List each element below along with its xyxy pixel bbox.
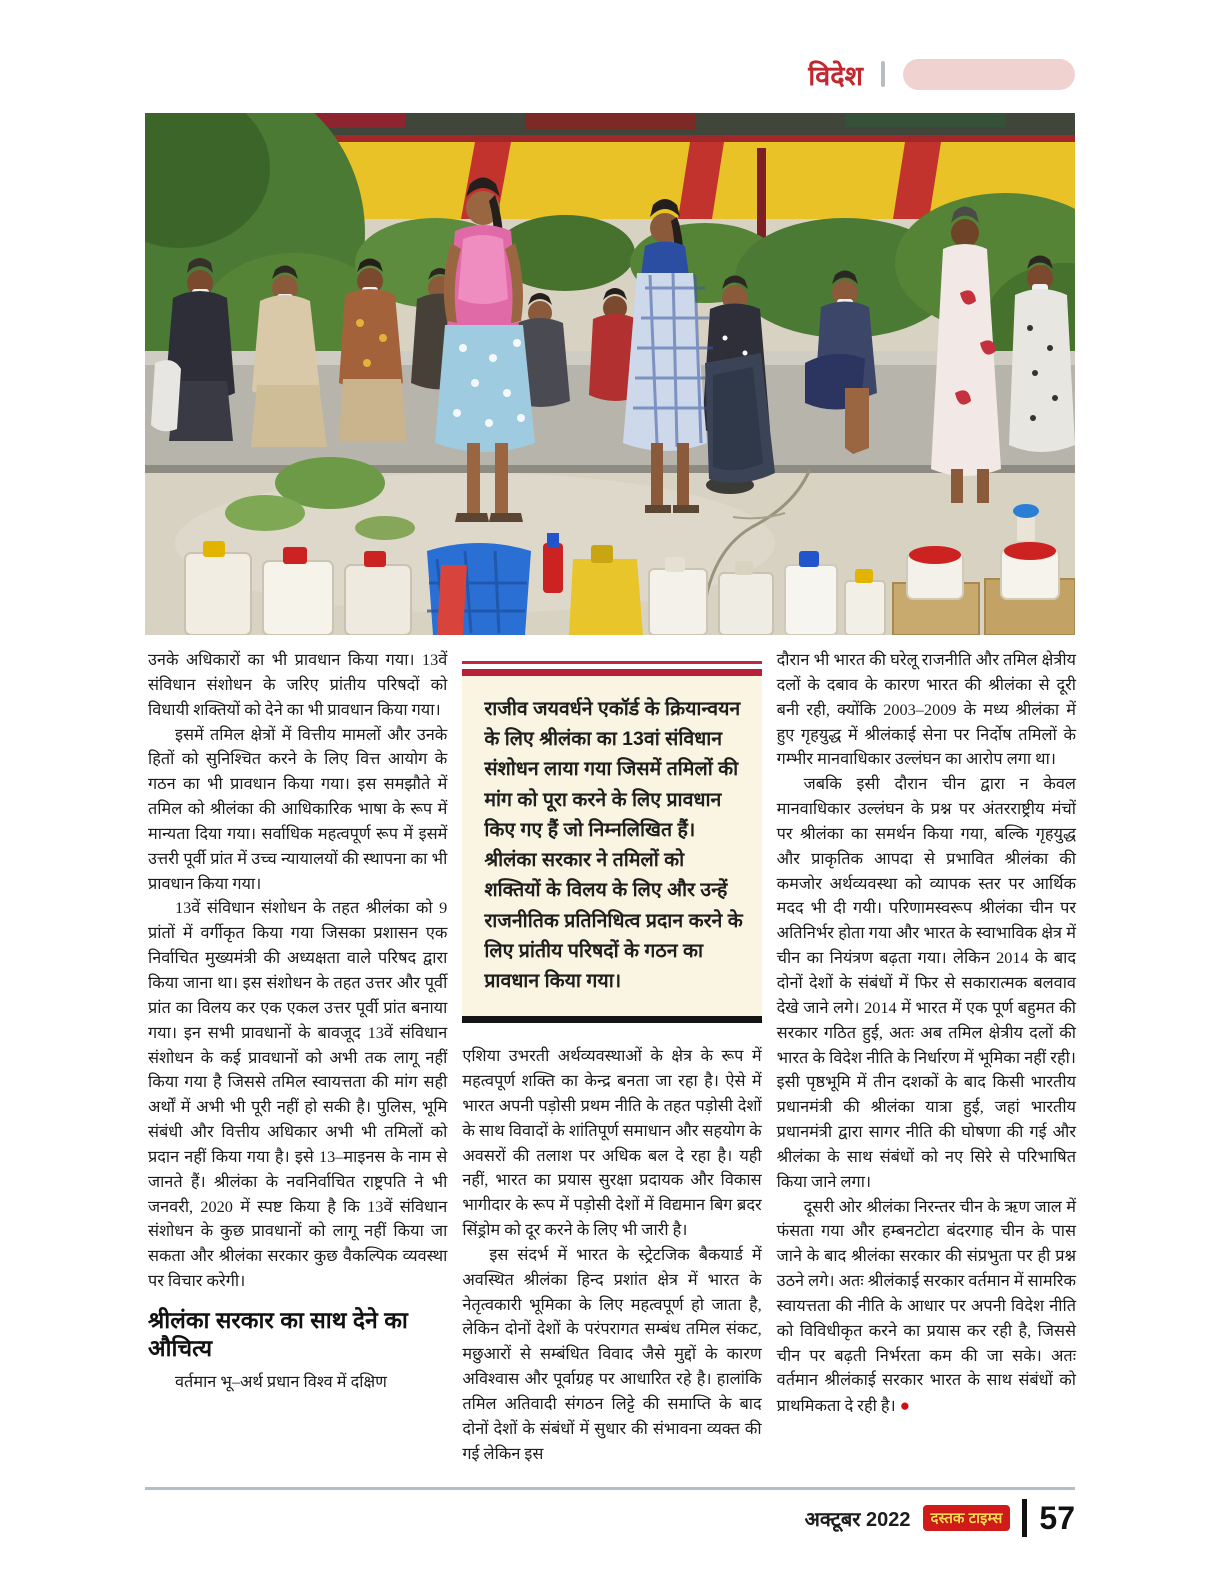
paragraph: दौरान भी भारत की घरेलू राजनीति और तमिल क्षेत्रीय दलों के दबाव के कारण भारत की श्रीलंका से दूरी बनी रही, क्योंकि 2003–2009 के मध्य श्रीलंका में हुए गृहयुद्ध में श्रीलंकाई सेना पर निर्दोष तमिलों के गम्भीर मानवाधिकार उल्लंघन का आरोप लगा था। — [776, 650, 1076, 769]
page-footer — [145, 1496, 1075, 1540]
quote-rule-top-thick — [462, 669, 761, 676]
article-end-dot: ● — [899, 1396, 913, 1416]
header-divider — [881, 61, 885, 87]
page-number-divider — [1022, 1499, 1027, 1537]
issue-date: अक्टूबर 2022 — [804, 1508, 911, 1531]
header-pill-decoration — [903, 59, 1075, 90]
section-subheading: श्रीलंका सरकार का साथ देने का औचित्य — [148, 1306, 408, 1361]
paragraph: वर्तमान भू–अर्थ प्रधान विश्व में दक्षिण — [175, 1372, 387, 1392]
paragraph: उनके अधिकारों का भी प्रावधान किया गया। 13वें संविधान संशोधन के जरिए प्रांतीय परिषदों को विधायी शक्तियों को देने का भी प्रावधान किया गया। — [148, 650, 448, 719]
photo-illustration — [145, 113, 1075, 635]
paragraph: इस संदर्भ में भारत के स्ट्रेटजिक बैकयार्ड में अवस्थित श्रीलंका हिन्द प्रशांत क्षेत्र में भारत के नेतृत्वकारी भूमिका के लिए महत्वपूर्ण हो जाता है, लेकिन दोनों देशों के परंपरागत सम्बंध तमिल संकट, मछुआरों से सम्बंधित विवाद जैसे मुद्दों के कारण अविश्वास और पूर्वाग्रह पर आधारित रहे है। हालांकि तमिल अतिवादी संगठन लिट्टे की समाप्ति के बाद दोनों देशों के संबंधों में सुधार की संभावना व्यक्त की गई लेकिन इस — [462, 1244, 762, 1463]
column-left — [148, 648, 447, 1467]
pull-quote-text: राजीव जयवर्धने एकॉर्ड के क्रियान्वयन के लिए श्रीलंका का 13वां संविधान संशोधन लाया गया जिसमें तमिलों की मांग को पूरा करने के लिए प्रावधान किए गए हैं जो निम्नलिखित हैं। श्रीलंका सरकार ने तमिलों को शक्तियों के विलय के लिए और उन्हें राजनीतिक प्रतिनिधित्व प्रदान करने के लिए प्रांतीय परिषदों के गठन का प्रावधान किया गया। — [462, 676, 761, 1016]
section-title: विदेश — [808, 60, 863, 91]
quote-rule-bottom — [462, 1016, 761, 1023]
column-right — [777, 648, 1076, 1467]
paragraph: जबकि इसी दौरान चीन द्वारा न केवल मानवाधिकार उल्लंघन के प्रश्न पर अंतरराष्ट्रीय मंचों पर श्रीलंका का समर्थन किया गया, बल्कि गृहयुद्ध और प्राकृतिक आपदा से प्रभावित श्रीलंका की कमजोर अर्थव्यवस्था को व्यापक स्तर पर आर्थिक मदद भी दी गयी। परिणामस्वरूप श्रीलंका चीन पर अतिनिर्भर होता गया और भारत के स्वाभाविक क्षेत्र में चीन का नियंत्रण बढ़ता गया। लेकिन 2014 के बाद दोनों देशों के संबंधों में फिर से सकारात्मक बलवाव देखे जाने लगे। 2014 में भारत में एक पूर्ण बहुमत की सरकार गठित हुई, अतः अब तमिल क्षेत्रीय दलों की भारत के विदेश नीति के निर्धारण में भूमिका नहीं रही। इसी पृष्ठभूमि में तीन दशकों के बाद किसी भारतीय प्रधानमंत्री की श्रीलंका यात्रा हुई, जहां भारतीय प्रधानमंत्री द्वारा सागर नीति की घोषणा की गई और श्रीलंका के साथ संबंधों को नए सिरे से परिभाषित किया जाने लगा। — [776, 774, 1076, 1191]
footer-rule — [145, 1487, 1075, 1490]
page-number: 57 — [1039, 1499, 1075, 1536]
paragraph: एशिया उभरती अर्थव्यवस्थाओं के क्षेत्र के रूप में महत्वपूर्ण शक्ति का केन्द्र बनता जा रहा है। ऐसे में भारत अपनी पड़ोसी प्रथम नीति के तहत पड़ोसी देशों के साथ विवादों के शांतिपूर्ण समाधान और सहयोग के अवसरों की तलाश पर अधिक बल दे रहा है। यही नहीं, भारत का प्रयास सुरक्षा प्रदायक और विकास भागीदार के रूप में पड़ोसी देशों में विद्यमान बिग ब्रदर सिंड्रोम को दूर करने के लिए भी जारी है। — [462, 1046, 762, 1240]
paragraph: 13वें संविधान संशोधन के तहत श्रीलंका को 9 प्रांतों में वर्गीकृत किया गया जिसका प्रशासन एक निर्वाचित मुख्यमंत्री की अध्यक्षता वाले परिषद द्वारा किया जाना था। इस संशोधन के तहत उत्तर और पूर्वी प्रांत का विलय कर एक एकल उत्तर पूर्वी प्रांत बनाया गया। इन सभी प्रावधानों के बावजूद 13वें संविधान संशोधन के कई प्रावधानों को अभी तक लागू नहीं किया गया है जिससे तमिल स्वायत्तता की मांग सही अर्थों में अभी भी पूरी नहीं हो सकी है। पुलिस, भूमि संबंधी और वित्तीय अधिकार अभी भी तमिलों को प्रदान नहीं किया गया है। इसे 13–माइनस के नाम से जानते हैं। श्रीलंका के नवनिर्वाचित राष्ट्रपति ने भी जनवरी, 2020 में स्पष्ट किया है कि 13वें संविधान संशोधन के कुछ प्रावधानों को लागू नहीं किया जा सकता और श्रीलंका सरकार कुछ वैकल्पिक व्यवस्था पर विचार करेगी। — [148, 898, 448, 1291]
article-photo — [145, 113, 1075, 635]
pull-quote — [462, 648, 761, 1023]
column-middle — [462, 648, 761, 1467]
paragraph: इसमें तमिल क्षेत्रों में वित्तीय मामलों और उनके हितों को सुनिश्चित करने के लिए वित्त आयोग के गठन का भी प्रावधान किया गया। इस समझौते में तमिल को श्रीलंका की आधिकारिक भाषा के रूप में मान्यता दिया गया। सर्वाधिक महत्वपूर्ण रूप में इसमें उत्तरी पूर्वी प्रांत में उच्च न्यायालयों की स्थापना का भी प्रावधान किया गया। — [148, 724, 448, 893]
paragraph — [777, 1195, 1076, 1420]
page-header — [145, 52, 1075, 96]
paragraph-text: दूसरी ओर श्रीलंका निरन्तर चीन के ऋण जाल में फंसता गया और हम्बनटोटा बंदरगाह चीन के पास जाने के बाद श्रीलंका सरकार की संप्रभुता पर ही प्रश्न उठने लगे। अतः श्रीलंकाई सरकार वर्तमान में सामरिक स्वायत्तता की नीति के आधार पर अपनी विदेश नीति को विविधीकृत करने का प्रयास कर रही है, जिससे चीन पर बढ़ती निर्भरता कम की जा सके। अतः वर्तमान श्रीलंकाई सरकार भारत के साथ संबंधों को प्राथमिकता दे रही है। — [776, 1196, 1076, 1416]
magazine-logo: दस्तक टाइम्स — [923, 1505, 1011, 1531]
article-body — [148, 648, 1076, 1467]
